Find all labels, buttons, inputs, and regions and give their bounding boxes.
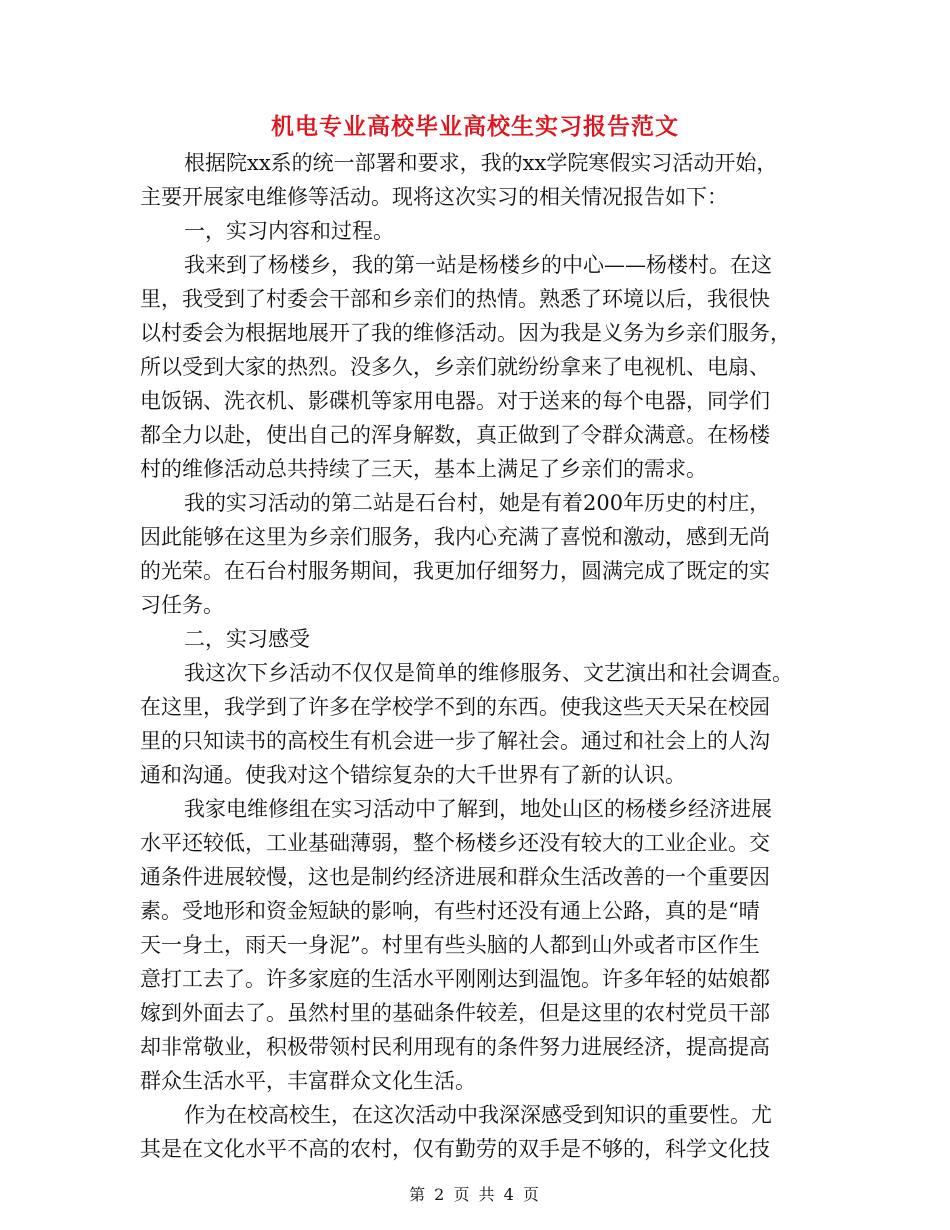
text-line: 的光荣。在石台村服务期间，我更加仔细努力，圆满完成了既定的实 bbox=[140, 559, 770, 583]
text-line: 里的只知读书的高校生有机会进一步了解社会。通过和社会上的人沟 bbox=[140, 729, 770, 753]
document-body bbox=[140, 146, 812, 1166]
text-line: 村的维修活动总共持续了三天，基本上满足了乡亲们的需求。 bbox=[140, 457, 707, 481]
text-line: 通条件进展较慢，这也是制约经济进展和群众生活改善的一个重要因 bbox=[140, 865, 770, 889]
text-line: 我来到了杨楼乡，我的第一站是杨楼乡的中心——杨楼村。在这 bbox=[184, 253, 772, 277]
text-line: 水平还较低，工业基础薄弱，整个杨楼乡还没有较大的工业企业。交 bbox=[140, 831, 770, 855]
text-line: 我这次下乡活动不仅仅是简单的维修服务、文艺演出和社会调查。 bbox=[184, 661, 793, 685]
text-line: 作为在校高校生，在这次活动中我深深感受到知识的重要性。尤 bbox=[184, 1103, 772, 1127]
document-title: 机电专业高校毕业高校生实习报告范文 bbox=[271, 113, 679, 140]
text-line: 天一身土，雨天一身泥”。村里有些头脑的人都到山外或者市区作生 bbox=[140, 933, 760, 957]
text-line: 电饭锅、洗衣机、影碟机等家用电器。对于送来的每个电器，同学们 bbox=[140, 389, 770, 413]
text-line: 素。受地形和资金短缺的影响，有些村还没有通上公路，真的是“晴 bbox=[140, 899, 760, 923]
text-line: 群众生活水平，丰富群众文化生活。 bbox=[140, 1069, 476, 1093]
text-line: 以村委会为根据地展开了我的维修活动。因为我是义务为乡亲们服务， bbox=[140, 321, 791, 345]
text-line: 根据院xx系的统一部署和要求，我的xx学院寒假实习活动开始， bbox=[184, 151, 778, 175]
text-line: 却非常敬业，积极带领村民利用现有的条件努力进展经济，提高提高 bbox=[140, 1035, 770, 1059]
text-line: 嫁到外面去了。虽然村里的基础条件较差，但是这里的农村党员干部 bbox=[140, 1001, 770, 1025]
text-line: 因此能够在这里为乡亲们服务，我内心充满了喜悦和激动，感到无尚 bbox=[140, 525, 770, 549]
section-heading: 一，实习内容和过程。 bbox=[184, 219, 394, 243]
text-line: 其是在文化水平不高的农村，仅有勤劳的双手是不够的，科学文化技 bbox=[140, 1137, 770, 1161]
text-line: 习任务。 bbox=[140, 593, 224, 617]
text-line: 意打工去了。许多家庭的生活水平刚刚达到温饱。许多年轻的姑娘都 bbox=[140, 967, 770, 991]
section-heading: 二，实习感受 bbox=[184, 627, 310, 651]
text-line: 都全力以赴，使出自己的浑身解数，真正做到了令群众满意。在杨楼 bbox=[140, 423, 770, 447]
text-line: 我家电维修组在实习活动中了解到，地处山区的杨楼乡经济进展 bbox=[184, 797, 772, 821]
page-number-footer: 第 2 页 共 4 页 bbox=[409, 1185, 541, 1204]
text-line: 我的实习活动的第二站是石台村，她是有着200年历史的村庄， bbox=[184, 491, 771, 515]
text-line: 里，我受到了村委会干部和乡亲们的热情。熟悉了环境以后，我很快 bbox=[140, 287, 770, 311]
text-line: 在这里，我学到了许多在学校学不到的东西。使我这些天天呆在校园 bbox=[140, 695, 770, 719]
text-line: 主要开展家电维修等活动。现将这次实习的相关情况报告如下： bbox=[140, 185, 728, 209]
text-line: 所以受到大家的热烈。没多久，乡亲们就纷纷拿来了电视机、电扇、 bbox=[140, 355, 770, 379]
text-line: 通和沟通。使我对这个错综复杂的大千世界有了新的认识。 bbox=[140, 763, 686, 787]
